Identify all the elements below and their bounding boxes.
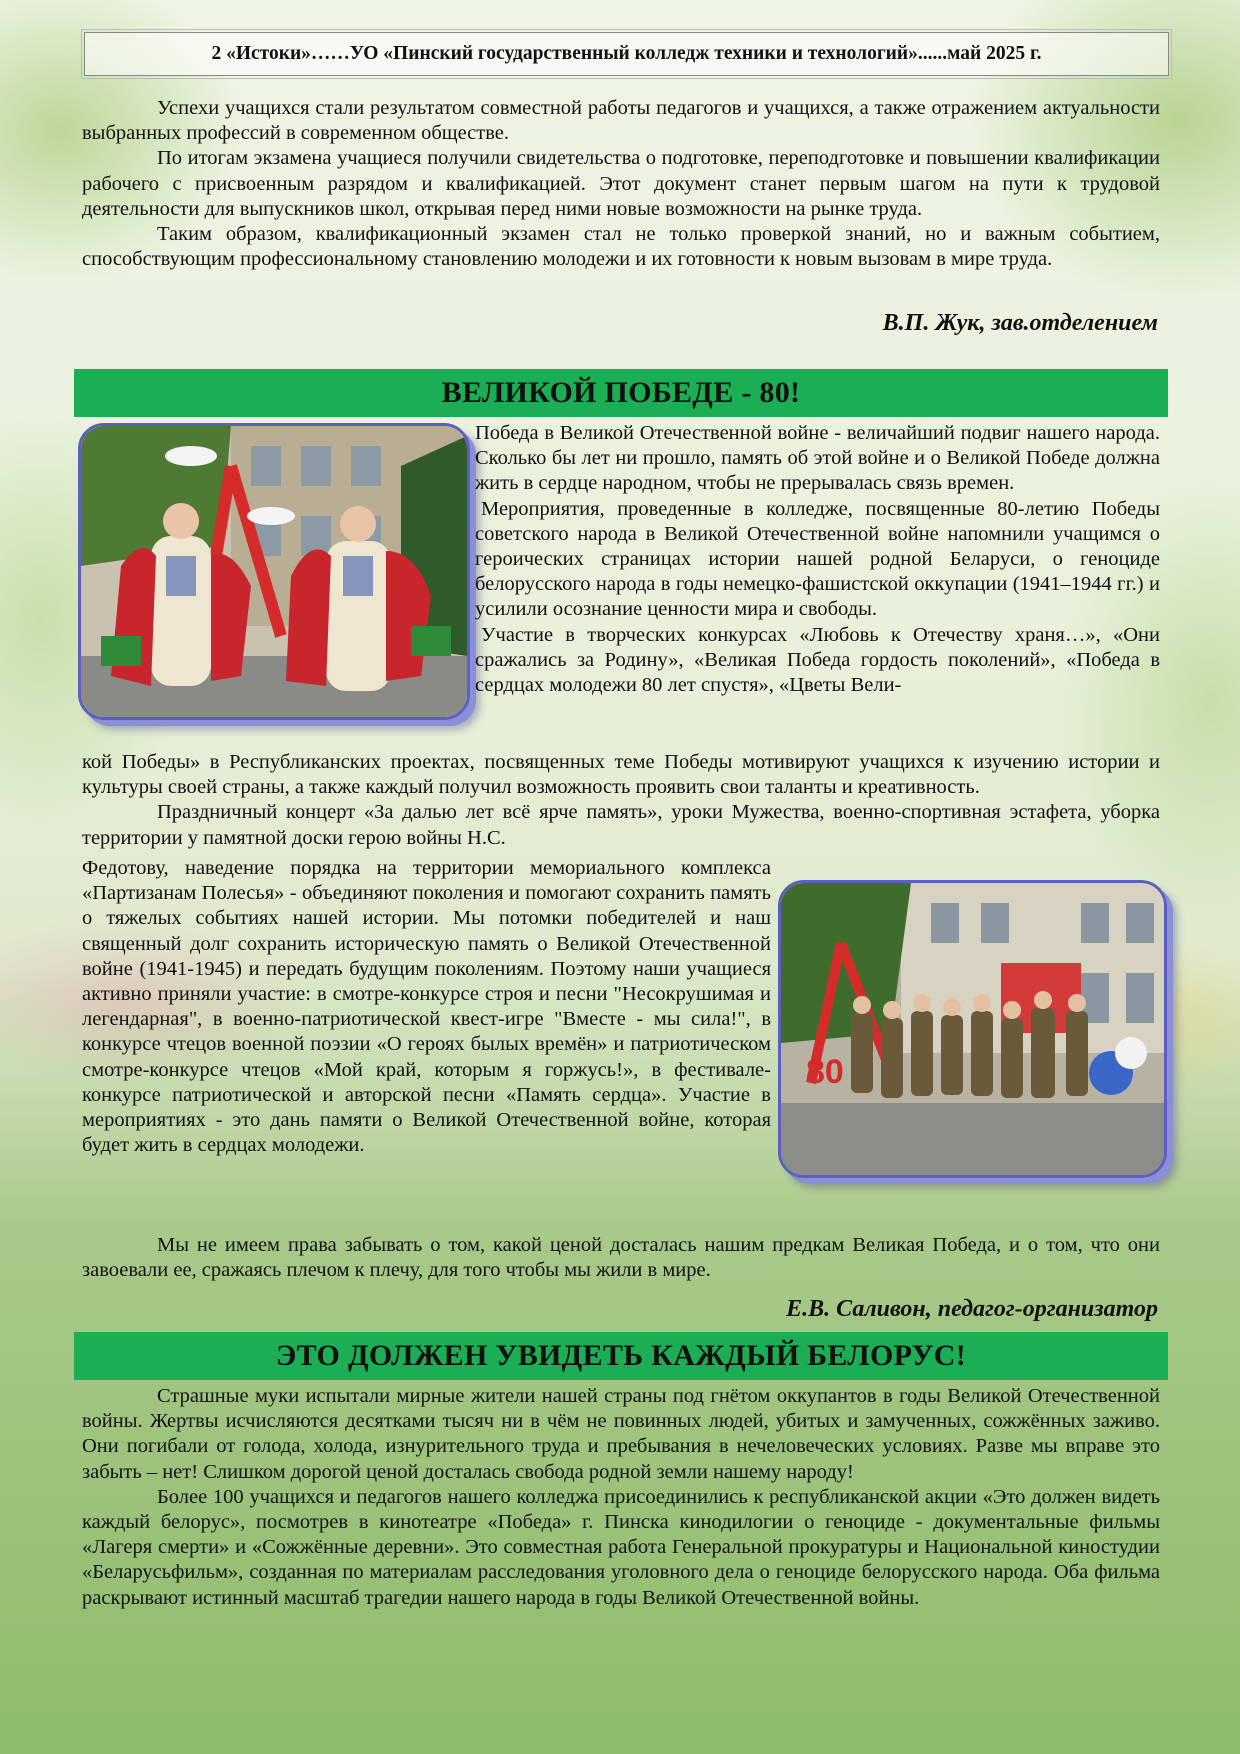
paragraph: Успехи учащихся стали результатом совместной работы педагогов и учащихся, а также отражением актуальности выбранных профессий в современном обществе. [82,97,1160,145]
paragraph: Мероприятия, проведенные в колледже, посвященные 80-летию Победы советского народа в Великой Отечественной войне напомнили учащимся о героических страницах истории нашей родной Беларуси, о геноциде белорусского народа в годы немецко-фашистской оккупации (1941–1944 гг.) и усилили осознание ценности мира и свободы. [475,497,1160,621]
paragraph: По итогам экзамена учащиеся получили свидетельства о подготовке, переподготовке и повышении квалификации рабочего с присвоенным разрядом и квалификацией. Этот документ станет первым шагом на пути к трудовой деятельности для выпускников школ, открывая перед ними новые возможности на рынке труда. [82,147,1160,220]
section-heading-victory: ВЕЛИКОЙ ПОБЕДЕ - 80! [74,369,1168,417]
paragraph: Таким образом, квалификационный экзамен стал не только проверкой знаний, но и важным событием, способствующим профессиональному становлению молодежи и их готовности к новым вызовам в мире труда. [82,223,1160,271]
intro-text [82,96,1160,272]
masthead: 2 «Истоки»……УО «Пинский государственный колледж техники и технологий»......май 2025 г. [84,32,1169,76]
victory-left-column-text [82,856,771,1158]
victory-closing-text [82,1233,1160,1283]
paragraph: Мы не имеем права забывать о том, какой ценой досталась нашим предкам Великая Победа, и о том, что они завоевали ее, сражаясь плечом к плечу, для того чтобы мы жили в мире. [82,1234,1160,1282]
belarus-text [82,1384,1160,1611]
victory-signature: Е.В. Саливон, педагог-организатор [786,1296,1158,1322]
paragraph: Более 100 учащихся и педагогов нашего колледжа присоединились к республиканской акции «Это должен видеть каждый белорус», посмотрев в кинотеатре «Победа» г. Пинска кинодилогии о геноциде - документальные фильмы «Лагеря смерти» и «Сожжённые деревни». Это совместная работа Генеральной прокуратуры и Национальной киностудии «Беларусьфильм», созданная по материалам расследования уголовного дела о геноциде белорусского народа. Оба фильма раскрывают истинный масштаб трагедии нашего народа в годы Великой Отечественной войны. [82,1485,1160,1609]
paragraph: кой Победы» в Республиканских проектах, посвященных теме Победы мотивируют учащихся к изучению истории и культуры своей страны, а также каждый получил возможность проявить свои таланты и креативность. [82,751,1160,799]
section-heading-belarus: ЭТО ДОЛЖЕН УВИДЕТЬ КАЖДЫЙ БЕЛОРУС! [74,1332,1168,1380]
paragraph: Праздничный концерт «За далью лет всё ярче память», уроки Мужества, военно-спортивная эстафета, уборка территории у памятной доски герою войны Н.С. [82,801,1160,849]
victory-full-text [82,750,1160,851]
paragraph: Федотову, наведение порядка на территории мемориального комплекса «Партизанам Полесья» - объединяют поколения и помогают сохранить память о тяжелых событиях нашей истории. Мы потомки победителей и наш священный долг сохранить историческую память о Великой Отечественной войне (1941-1945) и передать будущим поколениям. Поэтому наши учащиеся активно приняли участие: в смотре-конкурсе строя и песни "Несокрушимая и легендарная", в военно-патриотической квест-игре "Вместе - мы сила!", в конкурсе чтецов военной поэзии «О героях былых времён» и патриотическом смотре-конкурсе чтецов «Мой край, которым я горжусь!», в фестивале-конкурсе патриотической и авторской песни «Память сердца». Участие в мероприятиях - это дань памяти о Великой Отечественной войне, которая будет жить в сердцах молодежи. [82,857,771,1157]
photo-girls-in-national-costumes [78,423,470,720]
victory-column-text [475,421,1160,698]
paragraph: Участие в творческих конкурсах «Любовь к Отечеству храня…», «Они сражались за Родину», «Великая Победа гордость поколений», «Победа в сердцах молодежи 80 лет спустя», «Цветы Вели- [475,623,1160,697]
photo-80-sign: 80 [806,1053,844,1091]
paragraph: Победа в Великой Отечественной войне - величайший подвиг нашего народа. Сколько бы лет ни прошло, память об этой войне и о Великой Победе должна жить в сердце народном, чтобы не прерывалась связь времен. [475,422,1160,495]
intro-signature: В.П. Жук, зав.отделением [882,310,1158,336]
photo-students-in-military-uniform [778,880,1167,1178]
paragraph: Страшные муки испытали мирные жители нашей страны под гнётом оккупантов в годы Великой Отечественной войны. Жертвы исчисляются десятками тысяч ни в чём не повинных людей, убитых и замученных, сожжённых заживо. Они погибали от голода, холода, изнурительного труда и пребывания в нечеловеческих условиях. Разве мы вправе это забыть – нет! Слишком дорогой ценой досталась свобода родной земли нашему народу! [82,1385,1160,1483]
